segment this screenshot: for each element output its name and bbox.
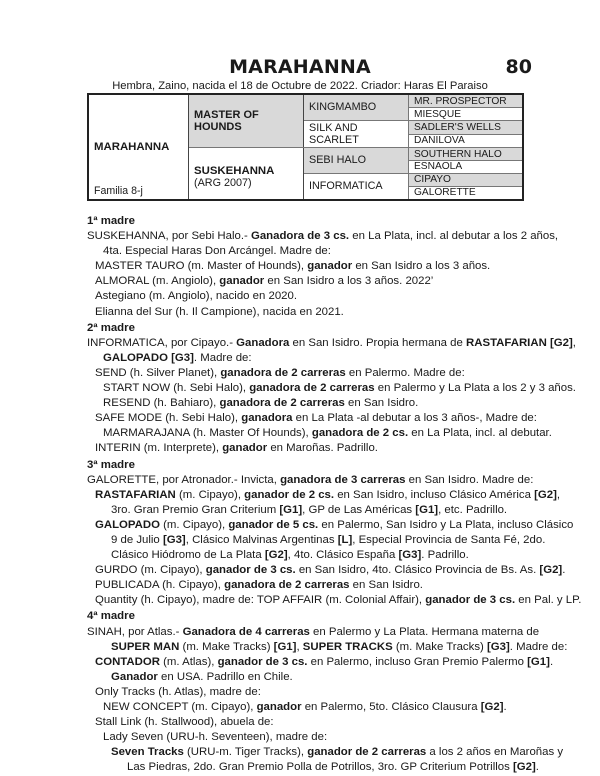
text: GURDO (m. Cipayo),	[95, 564, 206, 577]
pedigree-grandparent: SEBI HALO	[304, 148, 409, 174]
pedigree-grandparent: INFORMATICA	[304, 173, 409, 200]
pedigree-great-grandparent: ESNAOLA	[409, 160, 524, 173]
text: 4ta. Especial Haras Don Arcángel. Madre de:	[103, 245, 331, 258]
pedigree-dam-origin: (ARG 2007)	[194, 176, 252, 189]
pedigree-horse-name: MARAHANNA	[94, 141, 170, 153]
bold-text: ganador	[219, 275, 265, 288]
bold-text: ganador de 5 cs.	[228, 518, 319, 531]
text: ,	[556, 488, 561, 501]
pedigree-line	[87, 441, 537, 456]
page-title: MARAHANNA	[229, 56, 371, 78]
text: ,	[296, 640, 303, 653]
catalog-number: 80	[505, 56, 532, 78]
pedigree-line	[87, 593, 582, 608]
pedigree-line	[87, 578, 537, 593]
bold-text: Ganadora de 4 carreras	[182, 625, 310, 638]
bold-text: [G2]	[264, 549, 288, 562]
text: en Pal. y LP.	[515, 594, 582, 607]
pedigree-grandparent: KINGMAMBO	[304, 94, 409, 120]
bold-text: ganador de 2 cs.	[244, 488, 335, 501]
text: en La Plata, incl. al debutar a los 2 años,	[349, 230, 559, 243]
text: (m. Cipayo),	[159, 518, 229, 531]
text: MASTER TAURO (m. Master of Hounds),	[95, 260, 308, 273]
text: en La Plata -al debutar a los 3 años-, Madre de:	[292, 412, 537, 425]
text: MARMARAJANA (h. Master Of Hounds),	[103, 427, 312, 440]
pedigree-line	[87, 366, 537, 381]
bold-text: ganador	[256, 701, 302, 713]
bold-text: ganadora de 2 carreras	[249, 382, 375, 395]
text: en San Isidro.	[344, 397, 419, 410]
pedigree-line	[87, 473, 537, 488]
dam-section	[87, 214, 559, 320]
bold-text: Seven Tracks	[111, 746, 184, 759]
text: (m. Atlas),	[159, 655, 218, 668]
text: , Clásico Malvinas Argentinas	[185, 533, 338, 546]
pedigree-line	[87, 426, 552, 441]
pedigree-horse-cell	[88, 94, 189, 200]
bold-text: RASTAFARIAN	[95, 488, 176, 501]
section-heading: 1ª madre	[87, 215, 135, 227]
text: a los 2 años en Maroñas y	[426, 746, 564, 759]
pedigree-familia: Familia 8-j	[94, 185, 143, 197]
pedigree-dam-cell	[189, 148, 304, 200]
text: SEND (h. Silver Planet),	[95, 366, 221, 379]
text: Elianna del Sur (h. Il Campione), nacida en 2021.	[95, 305, 344, 318]
text: GALORETTE, por Atronador.- Invicta,	[87, 473, 281, 486]
text: ALMORAL (m. Angiolo),	[95, 275, 220, 288]
text: , 4to. Clásico España	[287, 549, 399, 562]
text: ,	[572, 336, 576, 349]
dam-section	[87, 321, 576, 457]
text: . Madre de:	[509, 640, 568, 653]
bold-text: ganadora	[241, 412, 293, 425]
text: START NOW (h. Sebi Halo),	[103, 382, 250, 395]
pedigree-line	[87, 700, 537, 715]
pedigree-line	[87, 533, 546, 548]
pedigree-table	[87, 93, 524, 201]
bold-text: [L]	[337, 533, 353, 546]
pedigree-line	[87, 351, 537, 366]
bold-text: [G1]	[415, 503, 439, 516]
pedigree-great-grandparent: MR. PROSPECTOR	[409, 94, 524, 108]
text: en Maroñas. Padrillo.	[267, 442, 378, 455]
pedigree-great-grandparent: SADLER'S WELLS	[409, 120, 524, 134]
text: RESEND (h. Bahiaro),	[103, 397, 220, 410]
text: (m. Make Tracks)	[179, 640, 274, 653]
text: .	[562, 564, 566, 577]
text: en USA. Padrillo en Chile.	[157, 670, 293, 683]
text: . Padrillo.	[421, 549, 469, 562]
pedigree-line	[87, 730, 537, 745]
pedigree-great-grandparent: GALORETTE	[409, 186, 524, 200]
bold-text: ganadora de 2 carreras	[224, 579, 350, 592]
section-heading: 4ª madre	[87, 610, 135, 623]
pedigree-line	[87, 289, 537, 304]
bold-text: ganador	[222, 442, 268, 455]
text: en San Isidro. Madre de:	[405, 473, 534, 486]
bold-text: ganador de 2 carreras	[307, 746, 427, 759]
text: en Palermo, incluso Gran Premio Palermo	[307, 655, 528, 668]
text: INFORMATICA, por Cipayo.-	[87, 336, 237, 349]
horse-description: Hembra, Zaino, nacida el 18 de Octubre de 2022. Criador: Haras El Paraiso	[112, 80, 488, 92]
text: Quantity (h. Cipayo), madre de: TOP AFFAIR (m. Colonial Affair),	[95, 594, 426, 607]
text: (URU-m. Tiger Tracks),	[183, 746, 308, 759]
bold-text: [G3]	[486, 640, 510, 653]
bold-text: ganador	[307, 260, 353, 273]
text: .	[535, 761, 539, 774]
text: SUSKEHANNA, por Sebi Halo.-	[87, 230, 251, 243]
bold-text: ganador de 3 cs.	[217, 655, 308, 668]
text: en Palermo y La Plata. Hermana materna de	[309, 625, 540, 638]
text: en Palermo, San Isidro y La Plata, incluso Clásico	[318, 518, 574, 531]
text: 9 de Julio	[111, 533, 163, 546]
text: Only Tracks (h. Atlas), madre de:	[95, 685, 261, 698]
text: en La Plata, incl. al debutar.	[408, 427, 552, 440]
pedigree-line	[87, 336, 576, 351]
text: 3ro. Gran Premio Gran Criterium	[111, 503, 280, 516]
bold-text: RASTAFARIAN [G2]	[466, 336, 573, 349]
text: en San Isidro, incluso Clásico América	[334, 488, 535, 501]
pedigree-great-grandparent: MIESQUE	[409, 108, 524, 121]
bold-text: [G3]	[162, 533, 186, 546]
bold-text: CONTADOR	[95, 655, 160, 668]
bold-text: ganadora de 3 carreras	[280, 473, 406, 486]
pedigree-line	[87, 760, 537, 775]
bold-text: ganadora de 2 carreras	[219, 397, 345, 410]
text: (m. Make Tracks)	[392, 640, 487, 653]
pedigree-line	[87, 396, 537, 411]
text: en San Isidro, 4to. Clásico Provincia de Bs. As.	[295, 564, 540, 577]
pedigree-line	[87, 305, 537, 320]
text: Stall Link (h. Stallwood), abuela de:	[95, 716, 274, 729]
pedigree-line	[87, 244, 537, 259]
pedigree-line	[87, 229, 559, 244]
bold-text: [G2]	[539, 564, 563, 577]
bold-text: ganador de 3 cs.	[205, 564, 296, 577]
pedigree-line	[87, 274, 537, 289]
bold-text: [G2]	[480, 701, 504, 713]
text: en Palermo, 5to. Clásico Clausura	[301, 701, 481, 713]
bold-text: ganadora de 2 cs.	[311, 427, 409, 440]
bold-text: [G2]	[534, 488, 557, 501]
pedigree-line	[87, 411, 537, 426]
bold-text: GALOPADO	[95, 518, 160, 531]
text: .	[549, 655, 554, 668]
pedigree-sire: MASTER OF HOUNDS	[194, 109, 259, 133]
text: (m. Cipayo),	[175, 488, 245, 501]
text: en San Isidro a los 3 años. 2022’	[264, 275, 434, 288]
pedigree-great-grandparent: DANILOVA	[409, 134, 524, 148]
bold-text: GALOPADO [G3]	[103, 351, 194, 364]
pedigree-line	[87, 745, 564, 760]
bold-text: [G1]	[279, 503, 303, 516]
pedigree-dam: SUSKEHANNA	[194, 164, 275, 177]
pedigree-great-grandparent: CIPAYO	[409, 173, 524, 186]
bold-text: [G1]	[273, 640, 297, 653]
dam-section	[87, 609, 568, 775]
bold-text: [G2]	[512, 761, 536, 774]
bold-text: Ganadora de 3 cs.	[250, 230, 350, 243]
text: SAFE MODE (h. Sebi Halo),	[95, 412, 242, 425]
text: PUBLICADA (h. Cipayo),	[95, 579, 225, 592]
text: en San Isidro. Propia hermana de	[289, 336, 467, 349]
bold-text: Ganador	[111, 670, 158, 683]
pedigree-grandparent: SILK AND SCARLET	[304, 120, 409, 147]
text: en Palermo. Madre de:	[345, 366, 465, 379]
text: . Madre de:	[193, 351, 252, 364]
pedigree-great-grandparent: SOUTHERN HALO	[409, 148, 524, 161]
text: Astegiano (m. Angiolo), nacido en 2020.	[95, 290, 297, 303]
text: NEW CONCEPT (m. Cipayo),	[103, 701, 257, 713]
bold-text: ganadora de 2 carreras	[220, 366, 346, 379]
pedigree-line	[87, 563, 566, 578]
pedigree-line	[87, 640, 568, 655]
text: Lady Seven (URU-h. Seventeen), madre de:	[103, 731, 328, 744]
section-heading: 3ª madre	[87, 458, 135, 471]
bold-text: Ganadora	[236, 336, 290, 349]
pedigree-line	[87, 548, 537, 563]
pedigree-line	[87, 503, 537, 518]
pedigree-line	[87, 488, 561, 503]
pedigree-line	[87, 655, 554, 670]
text: Clásico Hiódromo de La Plata	[111, 549, 265, 562]
pedigree-line	[87, 381, 576, 396]
pedigree-line	[87, 715, 537, 730]
text: en Palermo y La Plata a los 2 y 3 años.	[374, 382, 576, 395]
pedigree-line	[87, 518, 574, 533]
text: , GP de Las Américas	[302, 503, 416, 516]
text: Las Piedras, 2do. Gran Premio Polla de Potrillos, 3ro. GP Criterium Potrillos	[127, 761, 513, 774]
pedigree-line	[87, 259, 537, 274]
section-heading: 2ª madre	[87, 321, 135, 334]
bold-text: ganador de 3 cs.	[425, 594, 516, 607]
bold-text: [G3]	[398, 549, 422, 562]
bold-text: SUPER TRACKS	[302, 640, 393, 653]
text: .	[503, 701, 507, 713]
text: SINAH, por Atlas.-	[87, 625, 183, 638]
text: en San Isidro a los 3 años.	[352, 260, 491, 273]
dam-section	[87, 458, 582, 609]
maternal-line-body	[87, 213, 582, 775]
text: en San Isidro.	[349, 579, 423, 592]
bold-text: SUPER MAN	[111, 640, 180, 653]
text: INTERIN (m. Interprete),	[95, 442, 223, 455]
pedigree-line	[87, 670, 537, 685]
pedigree-line	[87, 625, 540, 640]
text: , etc. Padrillo.	[438, 503, 508, 516]
pedigree-sire-cell	[189, 94, 304, 148]
bold-text: [G1]	[527, 655, 550, 668]
pedigree-line	[87, 685, 537, 700]
text: , Especial Provincia de Santa Fé, 2do.	[352, 533, 546, 546]
